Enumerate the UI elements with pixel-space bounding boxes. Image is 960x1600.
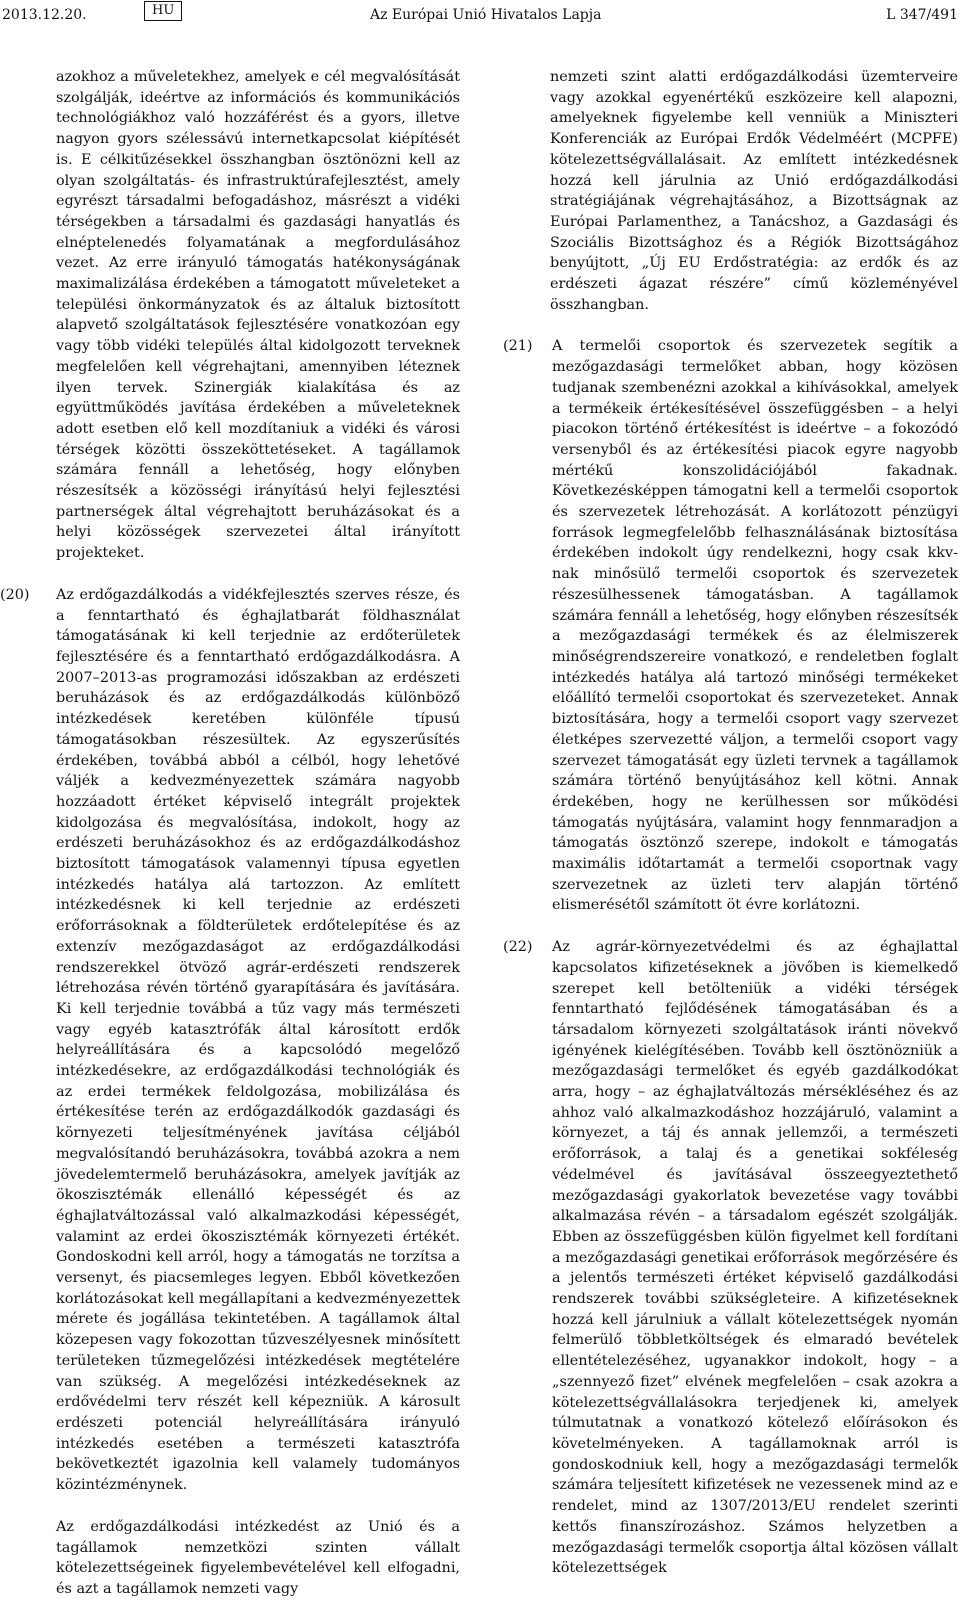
- language-badge: HU: [144, 1, 182, 21]
- recital-20-continued: Az erdőgazdálkodási intézkedést az Unió és a tagállamok nemzetközi szinten vállalt kötelezettségeinek figyelembevételével kell elfogadni, és azt a tagállamok nemzeti vagy: [56, 1518, 460, 1597]
- publication-date: 2013.12.20.: [2, 7, 87, 23]
- recital-22-text: Az agrár-környezetvédelmi és az éghajlattal kapcsolatos kifizetéseknek a jövőben is kiemelkedő szerepet kell betölteniük a vidéki térségek fenntartható fejlődésének támogatásában és a társadalom környezeti szolgáltatások iránti növekvő igényének kielégítésében. Tovább kell ösztönözniük a mezőgazdasági termelőket és egyéb gazdálkodókat arra, hogy – az éghajlatváltozás mérsékléséhez és az ahhoz való alkalmazkodáshoz hozzájáruló, valamint a környezet, a táj és annak jellemzői, a természeti erőforrások, a talaj és a genetikai sokféleség védelmével és javításával összeegyeztethető mezőgazdasági gyakorlatok bevezetése vagy további alkalmazása révén – a társadalom egészét szolgálják. Ebben az összefüggésben külön figyelmet kell fordítani a mezőgazdasági genetikai erőforrások megőrzésére és a jelentős természeti értéket képviselő gazdálkodási rendszerek további szükségleteire. A kifizetéseknek hozzá kell járulniuk a vállalt kötelezettségek nyomán felmerülő többletköltségek és elmaradó bevételek ellentételezéséhez, ugyanakkor indokolt, hogy – a „szennyező fizet” elvének megfelelően – csak azokra a kötelezettségvállalásokra terjedjenek ki, amelyek túlmutatnak a vonatkozó kötelező előírásokon és követelményeken. A tagállamoknak arról is gondoskodniuk kell, hogy a mezőgazdasági termelők számára teljesített kifizetések ne vezessenek mind az e rendelet, mind az 1307/2013/EU rendelet szerinti kettős finanszírozáshoz. Számos helyzetben a mezőgazdasági termelők csoportja által közösen vállalt kötelezettségek: [552, 939, 958, 1577]
- page-number: L 347/491: [886, 7, 958, 23]
- journal-title: Az Európai Unió Hivatalos Lapja: [370, 7, 602, 23]
- paragraph-19-continuation: azokhoz a műveletekhez, amelyek e cél megvalósítását szolgálják, ideértve az információs és kommunikációs technológiákhoz való hozzáférést és a gyors, illetve nagyon gyors szélessávú internetkapcsolat kiépítését is. E célkitűzésekkel összhangban ösztönözni kell az olyan szolgáltatás- és infrastruktúrafejlesztést, amely egyrészt társadalmi befogadáshoz, másrészt a vidéki térségekben a társadalmi és gazdasági hanyatlás és elnéptelenedés folyamatának a megfordulásához vezet. Az erre irányuló támogatás hatékonyságának maximalizálása érdekében a támogatott műveleteket a települési önkormányzatok és az általuk biztosított alapvető szolgáltatások fejlesztésére vonatkozóan egy vagy több vidéki település által kidolgozott terveknek megfelelően kell végrehajtani, amennyiben léteznek ilyen tervek. Szinergiák kialakítása és az együttműködés javítása érdekében a műveleteknek adott esetben elő kell mozdítaniuk a vidéki és városi térségek közötti összeköttetéseket. A tagállamok számára fennáll a lehetőség, hogy előnyben részesítsék a közösségi irányítású helyi fejlesztési partnerségek által végrehajtott beruházásokat és a helyi közösségek szervezetei által irányított projekteket.: [56, 69, 460, 562]
- right-column: [503, 67, 958, 1579]
- recital-number: (20): [0, 586, 30, 603]
- recital-20-tail: nemzeti szint alatti erdőgazdálkodási üzemterveire vagy azokkal egyenértékű eszközeire kell alapozni, amelyeknek figyelembe kell venniük a Miniszteri Konferenciák az Európai Erdők Védelméért (MCPFE) kötelezettségvállalásait. Az említett intézkedésnek hozzá kell járulnia az Unió erdőgazdálkodási stratégiájának végrehajtásához, a Bizottságnak az Európai Parlamenthez, a Tanácshoz, a Gazdasági és Szociális Bizottsághoz és a Régiók Bizottságához benyújtott, „Új EU Erdőstratégia: az erdők és az erdészeti ágazat részére” című közleményével összhangban.: [550, 69, 958, 313]
- page-header: [0, 0, 960, 30]
- recital-21-text: A termelői csoportok és szervezetek segítik a mezőgazdasági termelőket abban, hogy közösen tudjanak szembenézni azokkal a kihívásokkal, amelyek a termékeik értékesítésével összefüggésben – a helyi piacokon történő értékesítést is ideértve – a fokozódó versenyből és az értékesítési piacok egyre nagyobb mértékű konszolidációjából fakadnak. Következésképpen támogatni kell a termelői csoportok és szervezetek létrehozását. A korlátozott pénzügyi források legmegfelelőbb felhasználásának biztosítása érdekében indokolt úgy rendelkezni, hogy csak kkv-nak minősülő termelői csoportok és szervezetek részesülhessenek támogatásban. A tagállamok számára fennáll a lehetőség, hogy előnyben részesítsék a mezőgazdasági termékek és az élelmiszerek minőségrendszereire vonatkozó, e rendeletben foglalt intézkedés hatálya alá tartozó minőségi termékeket előállító termelői csoportokat és szervezeteket. Annak biztosítására, hogy a termelői csoport vagy szervezet életképes szervezetté váljon, a termelői csoport vagy szervezet támogatását egy üzleti tervnek a tagállamok számára történő benyújtásához kell kötni. Annak érdekében, hogy ne kerülhessen sor működési támogatás nyújtására, valamint hogy fennmaradjon a támogatás ösztönző szerepe, indokolt e támogatás maximális időtartamát a termelői csoportnak vagy szervezetnek az üzleti terv alapján történő elismerésétől számított öt évre korlátozni.: [552, 338, 958, 914]
- recital-22: [503, 937, 958, 1579]
- left-column: [0, 67, 460, 1600]
- recital-20-text: Az erdőgazdálkodás a vidékfejlesztés szerves része, és a fenntartható és éghajlatbarát földhasználat támogatásának ki kell terjednie az erdőterületek fejlesztésére és a fenntartható erdőgazdálkodásra. A 2007–2013-as programozási időszakban az erdészeti beruházások és az erdőgazdálkodás különböző intézkedések keretében különféle típusú támogatásokban részesültek. Az egyszerűsítés érdekében, továbbá abból a célból, hogy lehetővé váljék a kedvezményezettek számára nagyobb hozzáadott értéket képviselő integrált projektek kidolgozása és megvalósítása, indokolt, hogy az erdészeti beruházásokhoz és az erdőgazdálkodáshoz biztosított támogatások valamennyi típusa egyetlen intézkedés hatálya alá tartozzon. Az említett intézkedésnek ki kell terjednie az erdészeti erőforrásoknak a földterületek erdőtelepítése és az extenzív mezőgazdaságot az erdőgazdálkodási rendszerekkel ötvöző agrár-erdészeti rendszerek létrehozása révén történő gyarapítására és javítására. Ki kell terjednie továbbá a tűz vagy más természeti vagy egyéb katasztrófák által károsított erdők helyreállítására és a kapcsolódó megelőző intézkedésekre, az erdőgazdálkodási technológiák és az erdei termékek feldolgozása, mobilizálása és értékesítése terén az erdőgazdálkodók gazdasági és környezeti teljesítményének javítása céljából megvalósítandó beruházásokra, továbbá azokra a nem jövedelemtermelő beruházásokra, amelyek javítják az ökoszisztémák ellenálló képességét és az éghajlatváltozással való alkalmazkodási képességét, valamint az erdei ökoszisztémák környezeti értékét. Gondoskodni kell arról, hogy a támogatás ne torzítsa a versenyt, és piacsemleges legyen. Ebből következően korlátozásokat kell megállapítani a kedvezményezettek mérete és jogállása tekintetében. A tagállamok által közepesen vagy fokozottan tűzveszélyesnek minősített területeken tűzmegelőzési intézkedések megtételére van szükség. A megelőzési intézkedéseknek az erdővédelmi terv részét kell képezniük. A károsult erdészeti potenciál helyreállítására irányuló intézkedés esetében a természeti katasztrófa bekövetkeztét igazolnia kell valamely tudományos közintézménynek.: [56, 586, 460, 1494]
- recital-21: [503, 336, 958, 916]
- recital-number: (21): [503, 338, 533, 355]
- recital-number: (22): [503, 939, 533, 956]
- recital-20: [0, 585, 460, 1600]
